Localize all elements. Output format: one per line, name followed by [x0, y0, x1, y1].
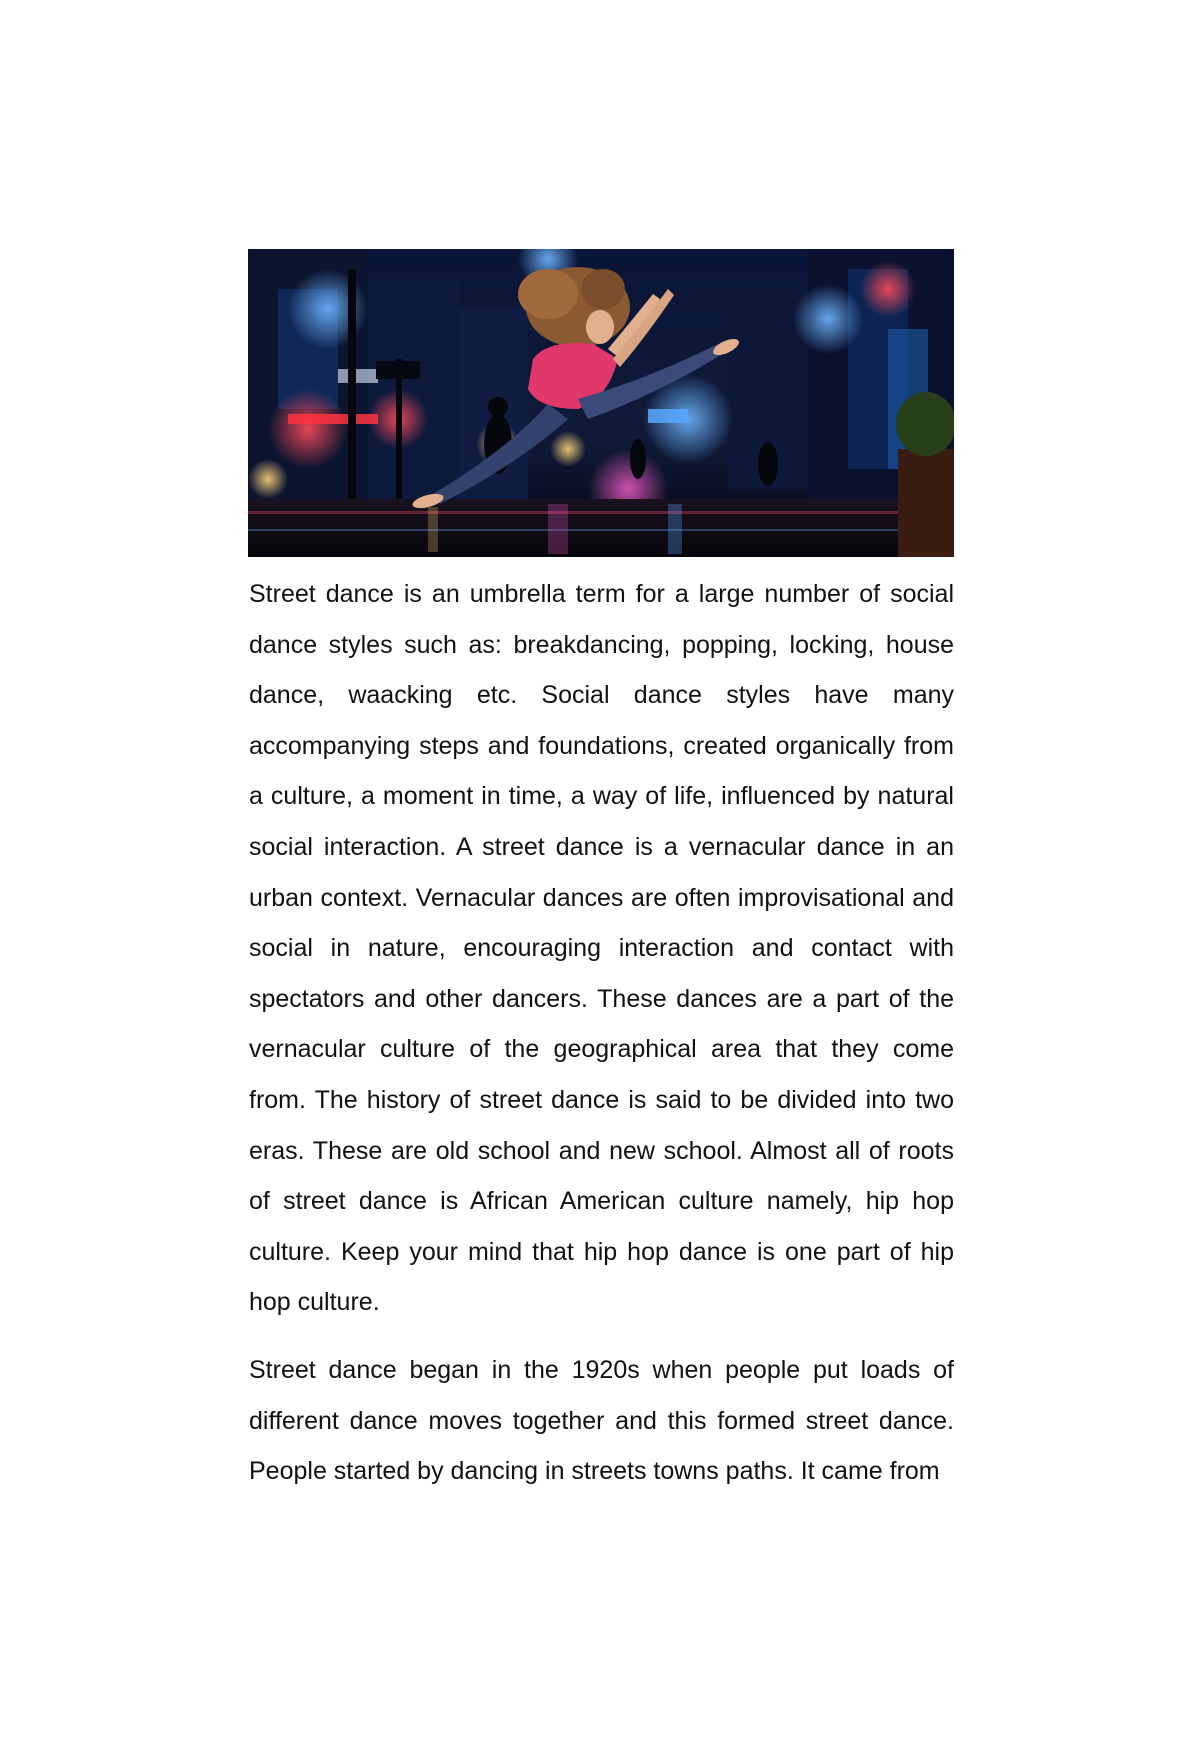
street-dancer-photo — [248, 249, 954, 557]
body-text — [249, 569, 954, 1497]
photo-illustration — [248, 249, 954, 557]
paragraph-1: Street dance is an umbrella term for a large number of social dance styles such as: breakdancing, popping, locking, house dance, waacking etc. Social dance styles have many accompanying steps and foundations, created organically from a culture, a moment in time, a way of life, influenced by natural social interaction. A street dance is a vernacular dance in an urban context. Vernacular dances are often improvisational and social in nature, encouraging interaction and contact with spectators and other dancers. These dances are a part of the vernacular culture of the geographical area that they come from. The history of street dance is said to be divided into two eras. These are old school and new school. Almost all of roots of street dance is African American culture namely, hip hop culture. Keep your mind that hip hop dance is one part of hip hop culture. — [249, 580, 954, 1317]
paragraph-2: Street dance began in the 1920s when people put loads of different dance moves together and this formed street dance. People started by dancing in streets towns paths. It came from — [249, 1355, 954, 1486]
